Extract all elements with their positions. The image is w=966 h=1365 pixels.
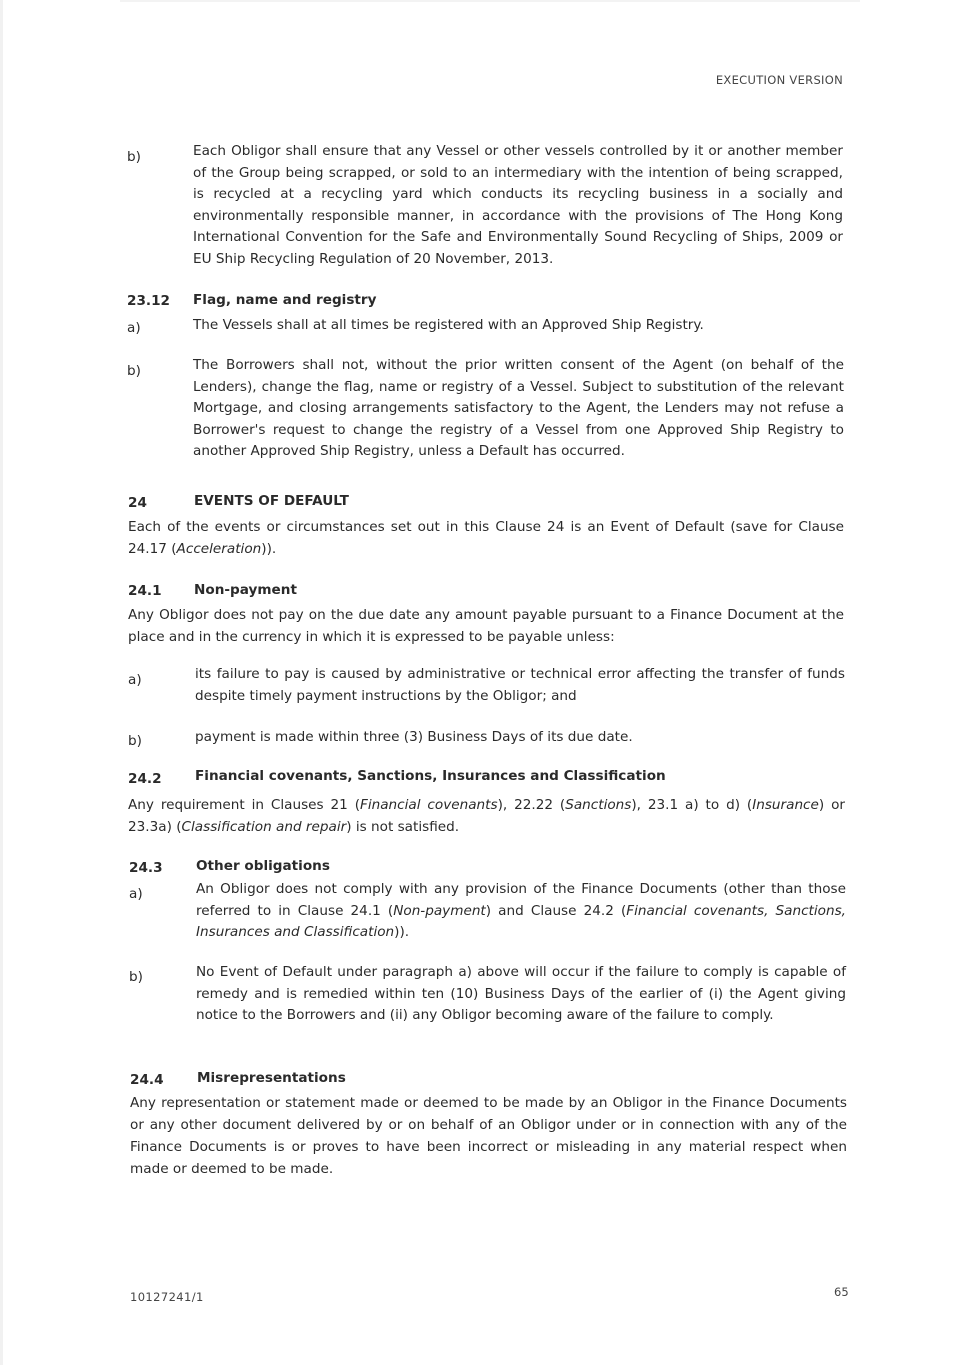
clause-number: 24.4 [130,1072,164,1088]
text-run-italic: Financial covenants, Sanctions, Insurances and Classification [196,902,846,941]
clause-24-4-text: Any representation or statement made or deemed to be made by an Obligor in the Finance Documents or any other document delivered by or on behalf of an Obligor under or in connection with any of the Finance Documents is or proves to have been incorrect or misleading in any material respect when made or deemed to be made. [130,1095,847,1177]
text-run-italic: Financial covenants [360,797,498,813]
version-header: EXECUTION VERSION [715,73,843,87]
scan-top-artifact [120,0,860,2]
text-run: ), 22.22 ( [497,797,566,813]
clause-number: 23.12 [127,293,170,309]
clause-title: EVENTS OF DEFAULT [194,493,349,509]
item-text: Each Obligor shall ensure that any Vessel or other vessels controlled by it or another member of the Group being scrapped, or sold to an intermediary with the intention of being scrapped, is recycled at a recycling yard which conducts its recycling business in a socially and environmentally responsible manner, in accordance with the provisions of The Hong Kong International Convention for the Safe and Environmentally Sound Recycling of Ships, 2009 or EU Ship Recycling Regulation of 20 November, 2013. [193,143,843,267]
text-run: Any requirement in Clauses 21 ( [128,797,360,813]
text-run: ) and Clause 24.2 ( [485,902,627,919]
text-run: ), 23.1 a) to d) ( [631,797,753,813]
clause-title: Misrepresentations [197,1070,346,1086]
item-label: a) [129,886,143,902]
item-text: its failure to pay is caused by administrative or technical error affecting the transfer of funds despite timely payment instructions by the Obligor; and [195,666,845,704]
item-label: b) [127,363,141,379]
item-label: b) [128,733,142,749]
item-text [196,879,846,944]
text-run-italic: Sanctions [565,797,632,813]
scan-edge [0,0,3,1365]
text-run-italic: Acceleration [176,541,262,557]
clause-number: 24.3 [129,860,163,876]
item-label: b) [127,149,141,165]
item-text: No Event of Default under paragraph a) above will occur if the failure to comply is capable of remedy and is remedied within ten (10) Business Days of the earlier of (i) the Agent giving notice to the Borrowers and (ii) any Obligor becoming aware of the failure to comply. [196,964,846,1024]
clause-number: 24 [128,495,147,511]
item-text: payment is made within three (3) Business Days of its due date. [195,729,633,745]
clause-title: Financial covenants, Sanctions, Insurances and Classification [195,768,666,784]
item-label: b) [129,969,143,985]
text-run-italic: Insurance [752,797,819,813]
item-label: a) [127,320,141,336]
clause-title: Non-payment [194,582,297,598]
clause-24-intro [128,516,844,560]
clause-title: Flag, name and registry [193,292,377,308]
document-reference: 10127241/1 [130,1290,204,1304]
page-number: 65 [834,1285,849,1299]
item-text: The Vessels shall at all times be registered with an Approved Ship Registry. [193,317,704,333]
clause-24-1-intro: Any Obligor does not pay on the due date any amount payable pursuant to a Finance Document at the place and in the currency in which it is expressed to be payable unless: [128,607,844,645]
text-run: ) or 23.3a) ( [128,797,845,835]
clause-24-2-text [128,794,845,838]
item-label: a) [128,672,142,688]
clause-number: 24.2 [128,771,162,787]
text-run: )). [261,541,277,557]
text-run-italic: Classification and repair [181,819,347,835]
text-run: ) is not satisfied. [346,819,460,835]
clause-number: 24.1 [128,583,162,599]
text-run: )). [394,924,410,941]
item-text: The Borrowers shall not, without the prior written consent of the Agent (on behalf of the Lenders), change the flag, name or registry of a Vessel. Subject to substitution of the relevant Mortgage, and closing arrangements satisfactory to the Agent, the Lenders may not refuse a Borrower's request to change the registry of a Vessel from one Approved Ship Registry to another Approved Ship Registry, unless a Default has occurred. [193,357,844,460]
clause-title: Other obligations [196,858,330,874]
text-run: Each of the events or circumstances set out in this Clause 24 is an Event of Default (save for Clause 24.17 ( [128,519,844,557]
text-run: An Obligor does not comply with any provision of the Finance Documents (other than those referred to in Clause 24.1 ( [196,881,846,919]
text-run-italic: Non-payment [393,902,486,919]
